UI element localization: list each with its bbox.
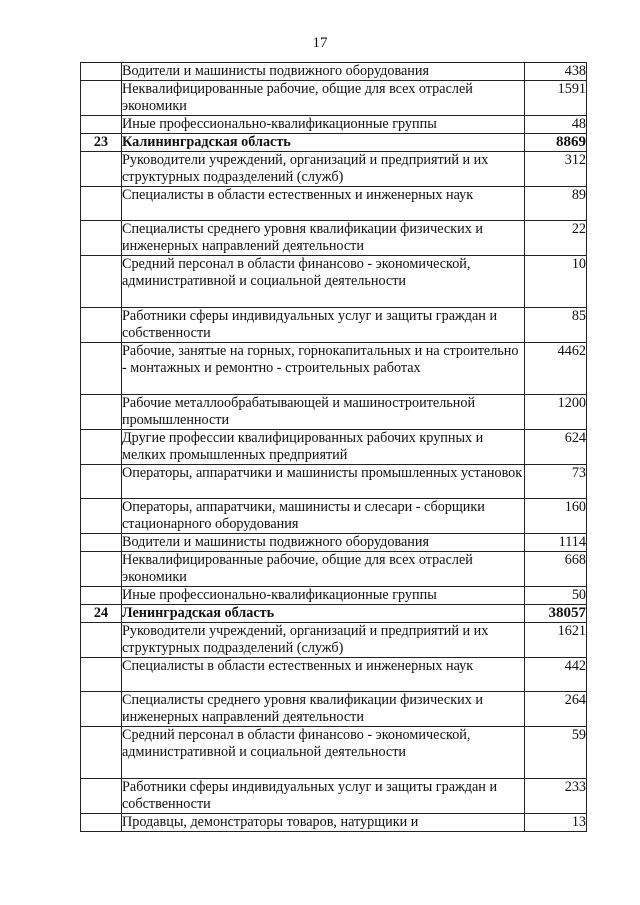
row-number	[81, 395, 122, 430]
region-total: 8869	[525, 134, 587, 152]
table-row	[81, 587, 587, 605]
table-row	[81, 308, 587, 343]
region-name: Ленинградская область	[122, 605, 525, 623]
group-value: 442	[525, 658, 587, 692]
row-number	[81, 343, 122, 395]
occupation-group: Другие профессии квалифицированных рабочих крупных и мелких промышленных предприятий	[122, 430, 525, 465]
group-value: 1200	[525, 395, 587, 430]
table-row	[81, 430, 587, 465]
occupation-group: Руководители учреждений, организаций и предприятий и их структурных подразделений (служб)	[122, 152, 525, 187]
table-row	[81, 623, 587, 658]
group-value: 10	[525, 256, 587, 308]
row-number	[81, 552, 122, 587]
row-number	[81, 430, 122, 465]
table-row	[81, 727, 587, 779]
table-row	[81, 187, 587, 221]
occupation-group: Иные профессионально-квалификационные группы	[122, 116, 525, 134]
row-number	[81, 814, 122, 832]
region-name: Калининградская область	[122, 134, 525, 152]
table-row	[81, 534, 587, 552]
row-number	[81, 727, 122, 779]
row-number	[81, 623, 122, 658]
row-number	[81, 81, 122, 116]
row-number: 24	[81, 605, 122, 623]
group-value: 624	[525, 430, 587, 465]
table-row	[81, 343, 587, 395]
table-row	[81, 63, 587, 81]
group-value: 160	[525, 499, 587, 534]
region-total: 38057	[525, 605, 587, 623]
row-number	[81, 221, 122, 256]
table-row	[81, 552, 587, 587]
table-body	[81, 63, 587, 832]
row-number	[81, 152, 122, 187]
group-value: 668	[525, 552, 587, 587]
row-number	[81, 587, 122, 605]
table-row	[81, 465, 587, 499]
table-row	[81, 814, 587, 832]
group-value: 4462	[525, 343, 587, 395]
occupation-group: Специалисты среднего уровня квалификации физических и инженерных направлений деятельности	[122, 692, 525, 727]
group-value: 48	[525, 116, 587, 134]
group-value: 89	[525, 187, 587, 221]
row-number: 23	[81, 134, 122, 152]
row-number	[81, 499, 122, 534]
row-number	[81, 692, 122, 727]
region-row	[81, 605, 587, 623]
group-value: 233	[525, 779, 587, 814]
group-value: 1621	[525, 623, 587, 658]
occupation-group: Рабочие металлообрабатывающей и машиностроительной промышленности	[122, 395, 525, 430]
occupation-group: Руководители учреждений, организаций и предприятий и их структурных подразделений (служб)	[122, 623, 525, 658]
occupation-group: Неквалифицированные рабочие, общие для всех отраслей экономики	[122, 552, 525, 587]
group-value: 73	[525, 465, 587, 499]
group-value: 312	[525, 152, 587, 187]
table-row	[81, 779, 587, 814]
table-row	[81, 81, 587, 116]
table-row	[81, 116, 587, 134]
group-value: 50	[525, 587, 587, 605]
group-value: 13	[525, 814, 587, 832]
occupation-group: Операторы, аппаратчики и машинисты промышленных установок	[122, 465, 525, 499]
occupation-group: Специалисты в области естественных и инженерных наук	[122, 658, 525, 692]
group-value: 85	[525, 308, 587, 343]
occupation-group: Неквалифицированные рабочие, общие для всех отраслей экономики	[122, 81, 525, 116]
occupation-group: Работники сферы индивидуальных услуг и защиты граждан и собственности	[122, 779, 525, 814]
table-row	[81, 152, 587, 187]
page-number: 17	[312, 35, 328, 51]
occupation-group: Операторы, аппаратчики, машинисты и слесари - сборщики стационарного оборудования	[122, 499, 525, 534]
row-number	[81, 308, 122, 343]
occupation-table	[80, 62, 587, 832]
table-row	[81, 221, 587, 256]
group-value: 59	[525, 727, 587, 779]
group-value: 438	[525, 63, 587, 81]
occupation-group: Водители и машинисты подвижного оборудования	[122, 63, 525, 81]
row-number	[81, 534, 122, 552]
occupation-group: Водители и машинисты подвижного оборудования	[122, 534, 525, 552]
group-value: 1591	[525, 81, 587, 116]
occupation-group: Рабочие, занятые на горных, горнокапитальных и на строительно - монтажных и ремонтно - строительных работах	[122, 343, 525, 395]
row-number	[81, 658, 122, 692]
row-number	[81, 116, 122, 134]
occupation-group: Средний персонал в области финансово - экономической, административной и социальной деятельности	[122, 256, 525, 308]
occupation-group: Продавцы, демонстраторы товаров, натурщики и	[122, 814, 525, 832]
row-number	[81, 465, 122, 499]
table-row	[81, 658, 587, 692]
group-value: 1114	[525, 534, 587, 552]
row-number	[81, 779, 122, 814]
table-row	[81, 692, 587, 727]
occupation-group: Иные профессионально-квалификационные группы	[122, 587, 525, 605]
table-row	[81, 395, 587, 430]
occupation-group: Работники сферы индивидуальных услуг и защиты граждан и собственности	[122, 308, 525, 343]
occupation-group: Специалисты среднего уровня квалификации физических и инженерных направлений деятельности	[122, 221, 525, 256]
group-value: 264	[525, 692, 587, 727]
group-value: 22	[525, 221, 587, 256]
table-row	[81, 256, 587, 308]
occupation-group: Специалисты в области естественных и инженерных наук	[122, 187, 525, 221]
row-number	[81, 256, 122, 308]
table-row	[81, 499, 587, 534]
row-number	[81, 63, 122, 81]
row-number	[81, 187, 122, 221]
region-row	[81, 134, 587, 152]
occupation-group: Средний персонал в области финансово - экономической, административной и социальной деятельности	[122, 727, 525, 779]
